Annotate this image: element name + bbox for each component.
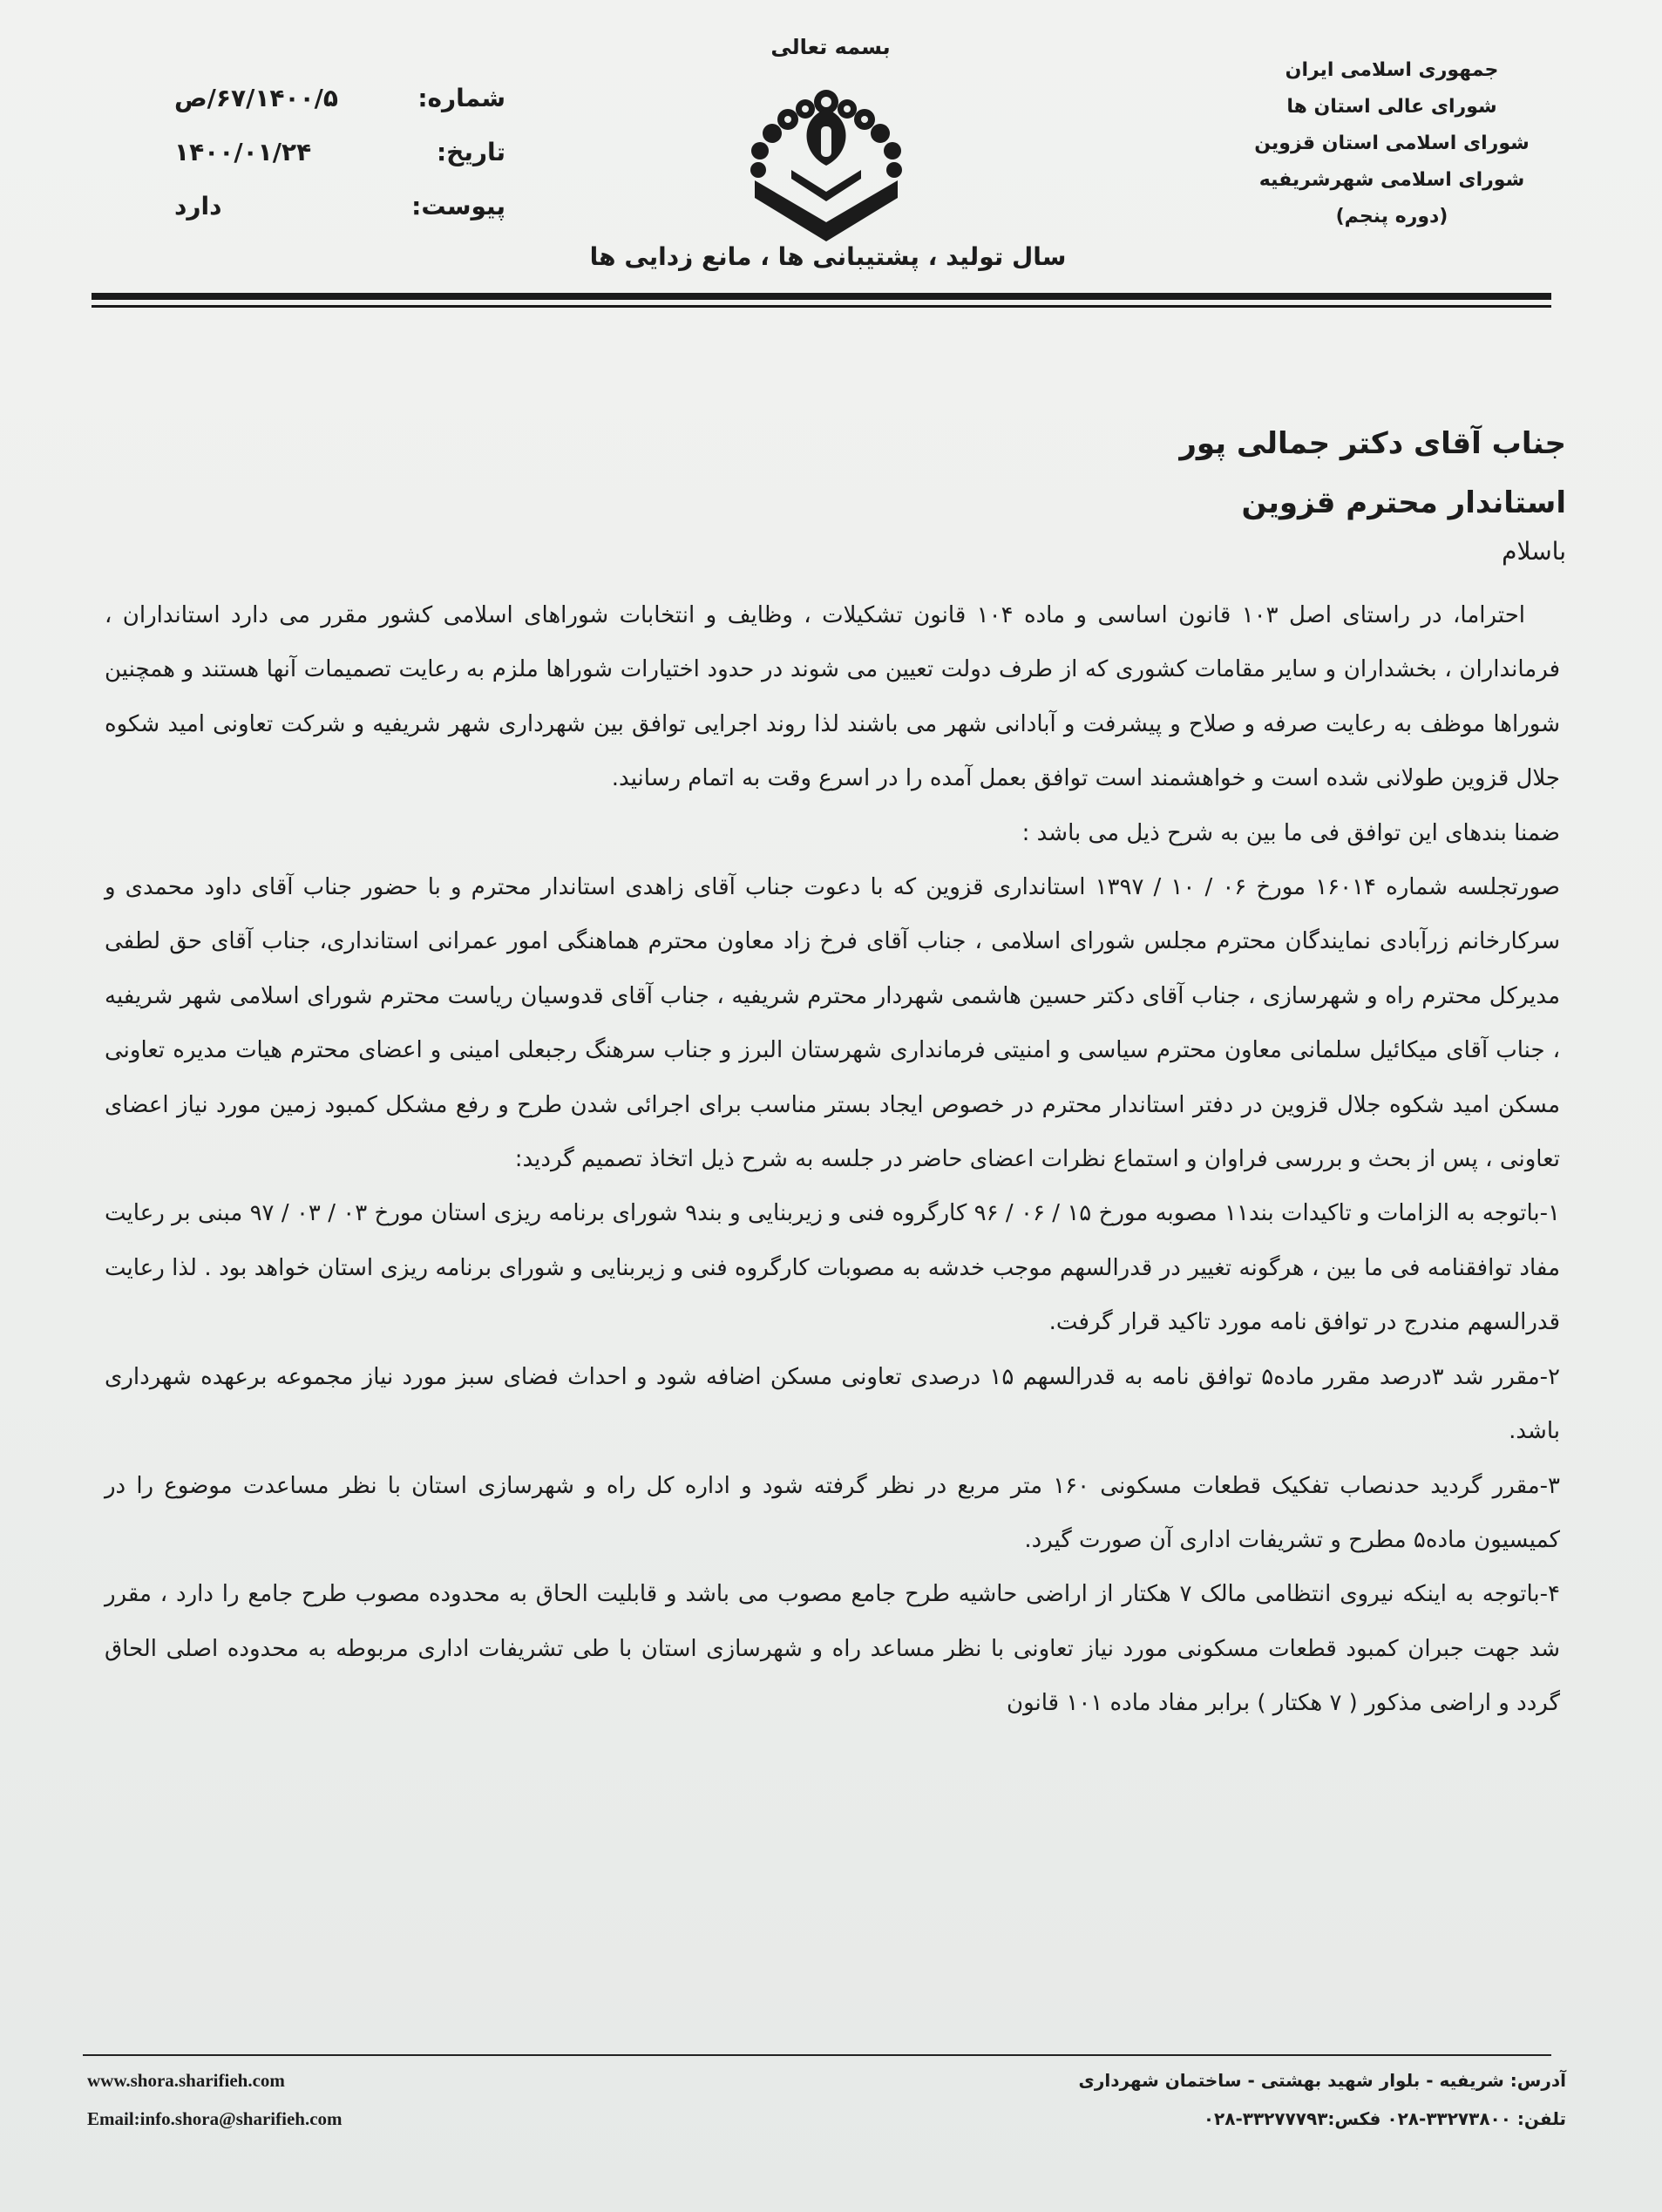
body-paragraph: ۴-باتوجه به اینکه نیروی انتظامی مالک ۷ هکتار از اراضی حاشیه طرح جامع مصوب می باشد و قابلیت الحاق به محدوده مصوب طرح جامع را دارد ، مقرر شد جهت جبران کمبود قطعات مسکونی مورد نیاز تعاونی با نظر مساعد راه و شهرسازی استان با طی تشریفات اداری مربوطه به محدوده اصلی الحاق گردد و اراضی مذکور ( ۷ هکتار ) برابر مفاد ماده ۱۰۱ قانون xyxy=(105,1581,1560,1717)
recipient-name: جناب آقای دکتر جمالی پور xyxy=(1179,426,1566,461)
council-emblem-icon xyxy=(739,83,913,248)
website-link[interactable]: www.shora.sharifieh.com xyxy=(87,2070,285,2091)
letter-number-row xyxy=(174,71,505,126)
phone-fax: تلفن: ۳۳۲۷۳۸۰۰-۰۲۸ فکس:۳۳۲۷۷۷۹۳-۰۲۸ xyxy=(1203,2108,1566,2129)
letter-number: ۶۷/۱۴۰۰/۵/ص xyxy=(174,84,338,112)
org-line: شورای اسلامی شهرشریفیه xyxy=(1258,169,1525,191)
org-line: (دوره پنجم) xyxy=(1335,206,1448,227)
number-label: شماره: xyxy=(417,84,505,112)
body-paragraph: ۲-مقرر شد ۳درصد مقرر ماده۵ توافق نامه به قدرالسهم ۱۵ درصدی تعاونی مسکن اضافه شود و احداث فضای سبز مورد نیاز مجموعه برعهده شهرداری باشد. xyxy=(105,1363,1560,1445)
body-paragraph: ۱-باتوجه به الزامات و تاکیدات بند۱۱ مصوبه مورخ ۱۵ / ۰۶ / ۹۶ کارگروه فنی و زیربنایی و بند۹ شورای برنامه ریزی استان مورخ ۰۳ / ۰۳ / ۹۷ مبنی بر رعایت مفاد توافقنامه فی ما بین ، هرگونه تغییر در قدرالسهم موجب خدشه به مصوبات کارگروه فنی و زیربنایی و شورای برنامه ریزی استان خواهد بود . لذا رعایت قدرالسهم مندرج در توافق نامه مورد تاکید قرار گرفت. xyxy=(105,1200,1560,1336)
document-meta xyxy=(174,71,505,234)
email-link[interactable]: Email:info.shora@sharifieh.com xyxy=(87,2108,343,2129)
body-paragraph: ۳-مقرر گردید حدنصاب تفکیک قطعات مسکونی ۱۶۰ متر مربع در نظر گرفته شود و اداره کل راه و شهرسازی استان با نظر مساعدت موضوع را در کمیسیون ماده۵ مطرح و تشریفات اداری آن صورت گیرد. xyxy=(105,1472,1560,1553)
body-paragraph: ضمنا بندهای این توافق فی ما بین به شرح ذیل می باشد : xyxy=(1021,819,1560,846)
attachment-value: دارد xyxy=(174,192,222,221)
letter-date-row xyxy=(174,126,505,180)
date-label: تاریخ: xyxy=(436,138,505,166)
letter-body xyxy=(105,588,1560,1731)
org-line: شورای عالی استان ها xyxy=(1286,96,1497,118)
attachment-label: پیوست: xyxy=(411,192,505,221)
recipient-block xyxy=(782,414,1566,533)
org-line: شورای اسلامی استان قزوین xyxy=(1254,132,1530,154)
body-paragraph: صورتجلسه شماره ۱۶۰۱۴ مورخ ۰۶ / ۱۰ / ۱۳۹۷ استانداری قزوین که با دعوت جناب آقای زاهدی استاندار محترم و با حضور جناب آقای داود محمدی و سرکارخانم زرآبادی نمایندگان محترم مجلس شورای اسلامی ، جناب آقای فرخ زاد معاون محترم هماهنگی امور عمرانی استانداری، جناب آقای حق لطفی مدیرکل محترم راه و شهرسازی ، جناب آقای دکتر حسین هاشمی شهردار محترم شریفیه ، جناب آقای قدوسیان ریاست محترم شورای اسلامی شهر شریفیه ، جناب آقای میکائیل سلمانی معاون محترم سیاسی و امنیتی فرمانداری شهرستان البرز و جناب سرهنگ رجبعلی امینی و اعضای محترم هیات مدیره تعاونی مسکن امید شکوه جلال قزوین در دفتر استاندار محترم در خصوص ایجاد بستر مناسب برای اجرائی شدن طرح و رفع مشکل کمبود زمین مورد نیاز اعضای تعاونی ، پس از بحث و بررسی فراوان و استماع نظرات اعضای حاضر در جلسه به شرح ذیل اتخاذ تصمیم گردید: xyxy=(105,874,1560,1173)
footer-contact-web xyxy=(87,2061,610,2138)
letter-date: ۱۴۰۰/۰۱/۲۴ xyxy=(174,138,312,166)
header-divider xyxy=(92,293,1551,300)
issuing-organization xyxy=(1218,52,1566,235)
recipient-title: استاندار محترم قزوین xyxy=(1241,485,1566,520)
org-line: جمهوری اسلامی ایران xyxy=(1285,59,1499,81)
footer-divider xyxy=(83,2054,1551,2056)
body-paragraph: احتراما، در راستای اصل ۱۰۳ قانون اساسی و ماده ۱۰۴ قانون تشکیلات ، وظایف و انتخابات شوراهای اسلامی کشور مقرر می دارد استانداران ، فرمانداران ، بخشداران و سایر مقامات کشوری که از طرف دولت تعیین می شوند در حدود اختیارات شوراها ملزم به رعایت تصمیمات آنها هستند و همچنین شوراها موظف به رعایت صرفه و صلاح و پیشرفت و آبادانی شهر می باشند لذا روند اجرایی توافق بین شهرداری شهر شریفیه و شرکت تعاونی امید شکوه جلال قزوین طولانی شده است و خواهشمند است توافق بعمل آمده را در اسرع وقت به اتمام رسانید. xyxy=(105,602,1560,792)
bismillah: بسمه تعالی xyxy=(770,35,891,59)
address: آدرس: شریفیه - بلوار شهید بهشتی - ساختمان شهرداری xyxy=(1078,2070,1566,2091)
greeting: باسلام xyxy=(1502,537,1566,566)
attachment-row xyxy=(174,180,505,234)
header-divider-thin xyxy=(92,305,1551,308)
year-slogan: سال تولید ، پشتیبانی ها ، مانع زدایی ها xyxy=(589,242,1067,271)
footer-contact-address xyxy=(956,2061,1566,2138)
